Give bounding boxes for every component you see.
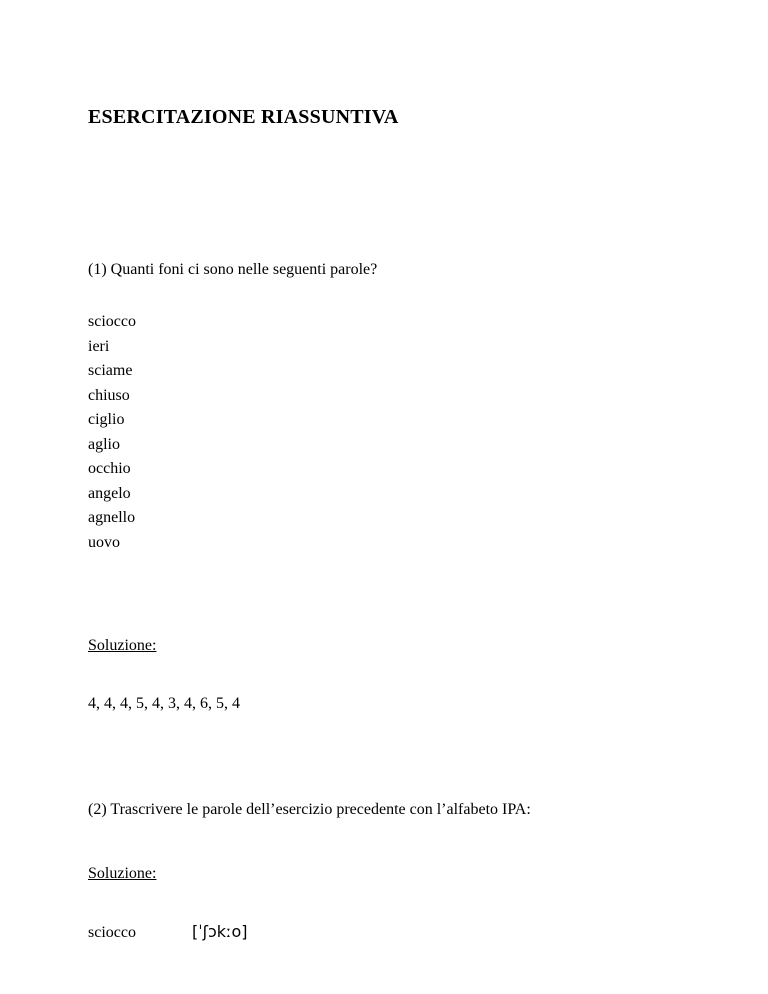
list-item: chiuso bbox=[88, 386, 130, 404]
exercise-1-question: (1) Quanti foni ci sono nelle seguenti parole? bbox=[88, 261, 378, 278]
list-item: ciglio bbox=[88, 411, 125, 428]
exercise-1-answer: 4, 4, 4, 5, 4, 3, 4, 6, 5, 4 bbox=[88, 695, 240, 712]
list-item: angelo bbox=[88, 484, 131, 502]
list-item: agnello bbox=[88, 509, 136, 526]
list-item: sciocco bbox=[88, 313, 136, 330]
list-item: aglio bbox=[88, 435, 120, 453]
list-item: sciame bbox=[88, 362, 133, 379]
transcription-word: sciocco bbox=[88, 924, 136, 941]
list-item: uovo bbox=[88, 533, 120, 551]
transcription-ipa: [ˈʃɔkːo] bbox=[192, 922, 248, 941]
transcription-row bbox=[88, 922, 248, 943]
page-title: ESERCITAZIONE RIASSUNTIVA bbox=[88, 106, 399, 128]
exercise-2-solution-label: Soluzione: bbox=[88, 865, 157, 882]
exercise-2-question: (2) Trascrivere le parole dell’esercizio precedente con l’alfabeto IPA: bbox=[88, 801, 531, 818]
exercise-1-word-list bbox=[88, 312, 136, 557]
list-item: ieri bbox=[88, 337, 110, 355]
exercise-1-solution-label: Soluzione: bbox=[88, 637, 157, 654]
list-item: occhio bbox=[88, 460, 131, 477]
